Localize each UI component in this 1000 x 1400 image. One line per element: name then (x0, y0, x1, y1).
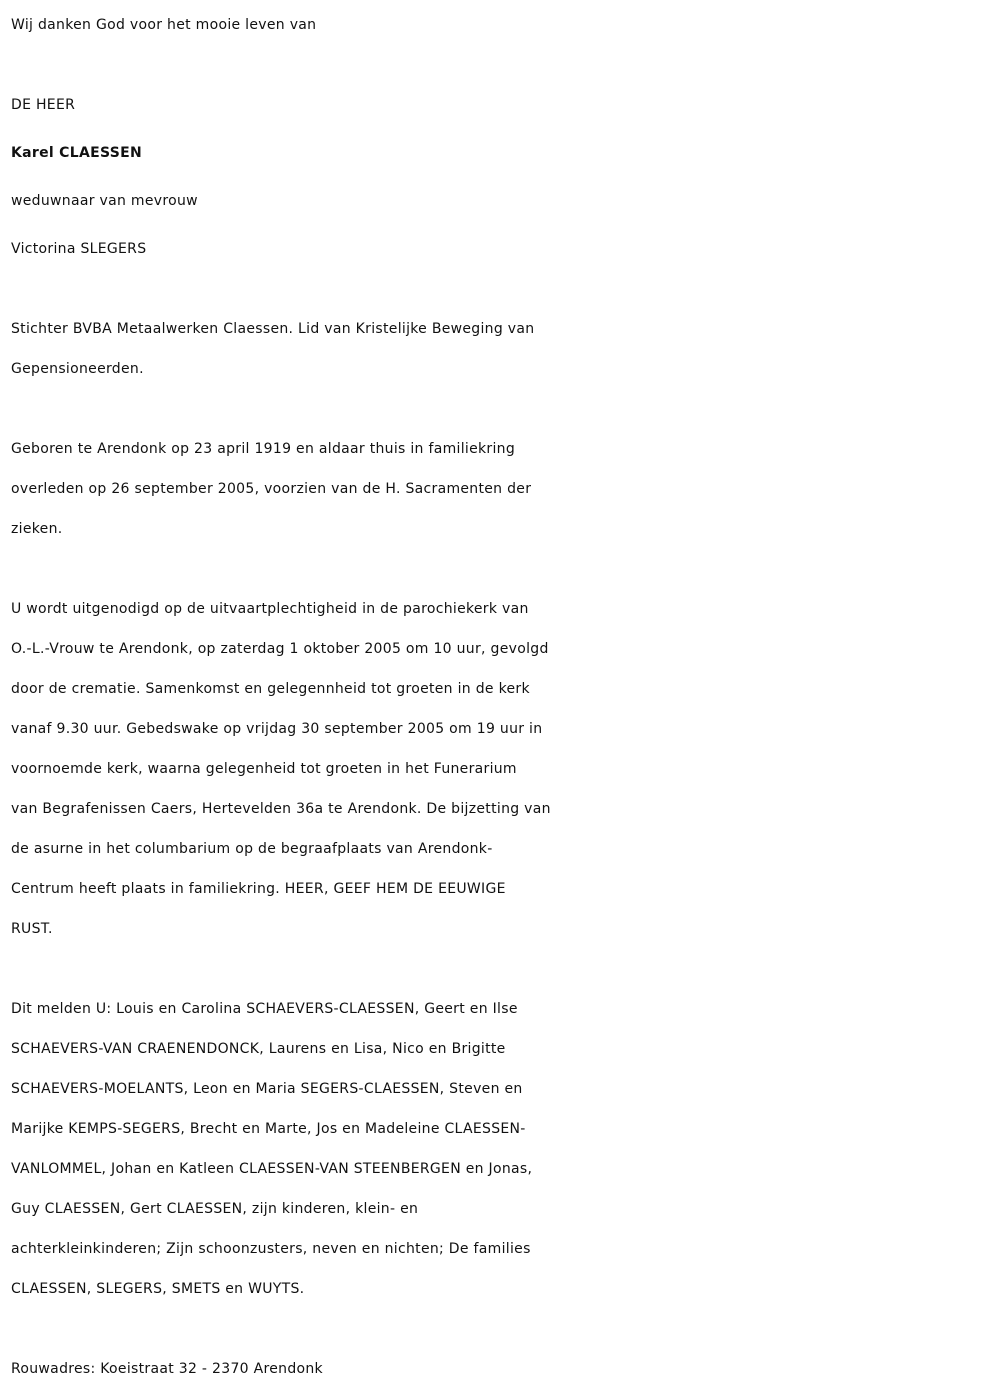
honorific: DE HEER (11, 97, 76, 113)
founder-paragraph (11, 309, 991, 389)
family-paragraph (11, 989, 991, 1309)
paragraph-line: overleden op 26 september 2005, voorzien van de H. Sacramenten der (11, 481, 532, 497)
paragraph-line: U wordt uitgenodigd op de uitvaartplechtigheid in de parochiekerk van (11, 601, 529, 617)
opening-text: Wij danken God voor het mooie leven van (11, 17, 317, 33)
paragraph-line: Gepensioneerden. (11, 361, 144, 377)
paragraph-line: Marijke KEMPS-SEGERS, Brecht en Marte, Jos en Madeleine CLAESSEN- (11, 1121, 526, 1137)
spouse-name: Victorina SLEGERS (11, 241, 147, 257)
paragraph-line: vanaf 9.30 uur. Gebedswake op vrijdag 30 september 2005 om 19 uur in (11, 721, 543, 737)
paragraph-line: CLAESSEN, SLEGERS, SMETS en WUYTS. (11, 1281, 305, 1297)
paragraph-line: Centrum heeft plaats in familiekring. HEER, GEEF HEM DE EEUWIGE (11, 881, 506, 897)
deceased-name: Karel CLAESSEN (11, 145, 142, 161)
paragraph-line: Guy CLAESSEN, Gert CLAESSEN, zijn kinderen, klein- en (11, 1201, 419, 1217)
paragraph-line: Dit melden U: Louis en Carolina SCHAEVERS-CLAESSEN, Geert en Ilse (11, 1001, 518, 1017)
paragraph-line: Stichter BVBA Metaalwerken Claessen. Lid van Kristelijke Beweging van (11, 321, 535, 337)
ceremony-paragraph (11, 589, 991, 949)
paragraph-line: achterkleinkinderen; Zijn schoonzusters, neven en nichten; De families (11, 1241, 531, 1257)
paragraph-line: zieken. (11, 521, 63, 537)
paragraph-line: VANLOMMEL, Johan en Katleen CLAESSEN-VAN STEENBERGEN en Jonas, (11, 1161, 533, 1177)
paragraph-line: RUST. (11, 921, 53, 937)
paragraph-line: door de crematie. Samenkomst en gelegennheid tot groeten in de kerk (11, 681, 530, 697)
paragraph-line: Geboren te Arendonk op 23 april 1919 en aldaar thuis in familiekring (11, 441, 516, 457)
paragraph-line: de asurne in het columbarium op de begraafplaats van Arendonk- (11, 841, 493, 857)
paragraph-line: SCHAEVERS-VAN CRAENENDONCK, Laurens en Lisa, Nico en Brigitte (11, 1041, 506, 1057)
paragraph-line: van Begrafenissen Caers, Hertevelden 36a te Arendonk. De bijzetting van (11, 801, 551, 817)
address-line (11, 1349, 991, 1389)
widower-line: weduwnaar van mevrouw (11, 193, 198, 209)
paragraph-line: O.-L.-Vrouw te Arendonk, op zaterdag 1 oktober 2005 om 10 uur, gevolgd (11, 641, 549, 657)
name-block (11, 85, 991, 277)
birth-death-paragraph (11, 429, 991, 549)
paragraph-line: SCHAEVERS-MOELANTS, Leon en Maria SEGERS-CLAESSEN, Steven en (11, 1081, 523, 1097)
paragraph-line: voornoemde kerk, waarna gelegenheid tot groeten in het Funerarium (11, 761, 517, 777)
mourning-address: Rouwadres: Koeistraat 32 - 2370 Arendonk (11, 1361, 323, 1377)
opening-line (11, 5, 991, 45)
